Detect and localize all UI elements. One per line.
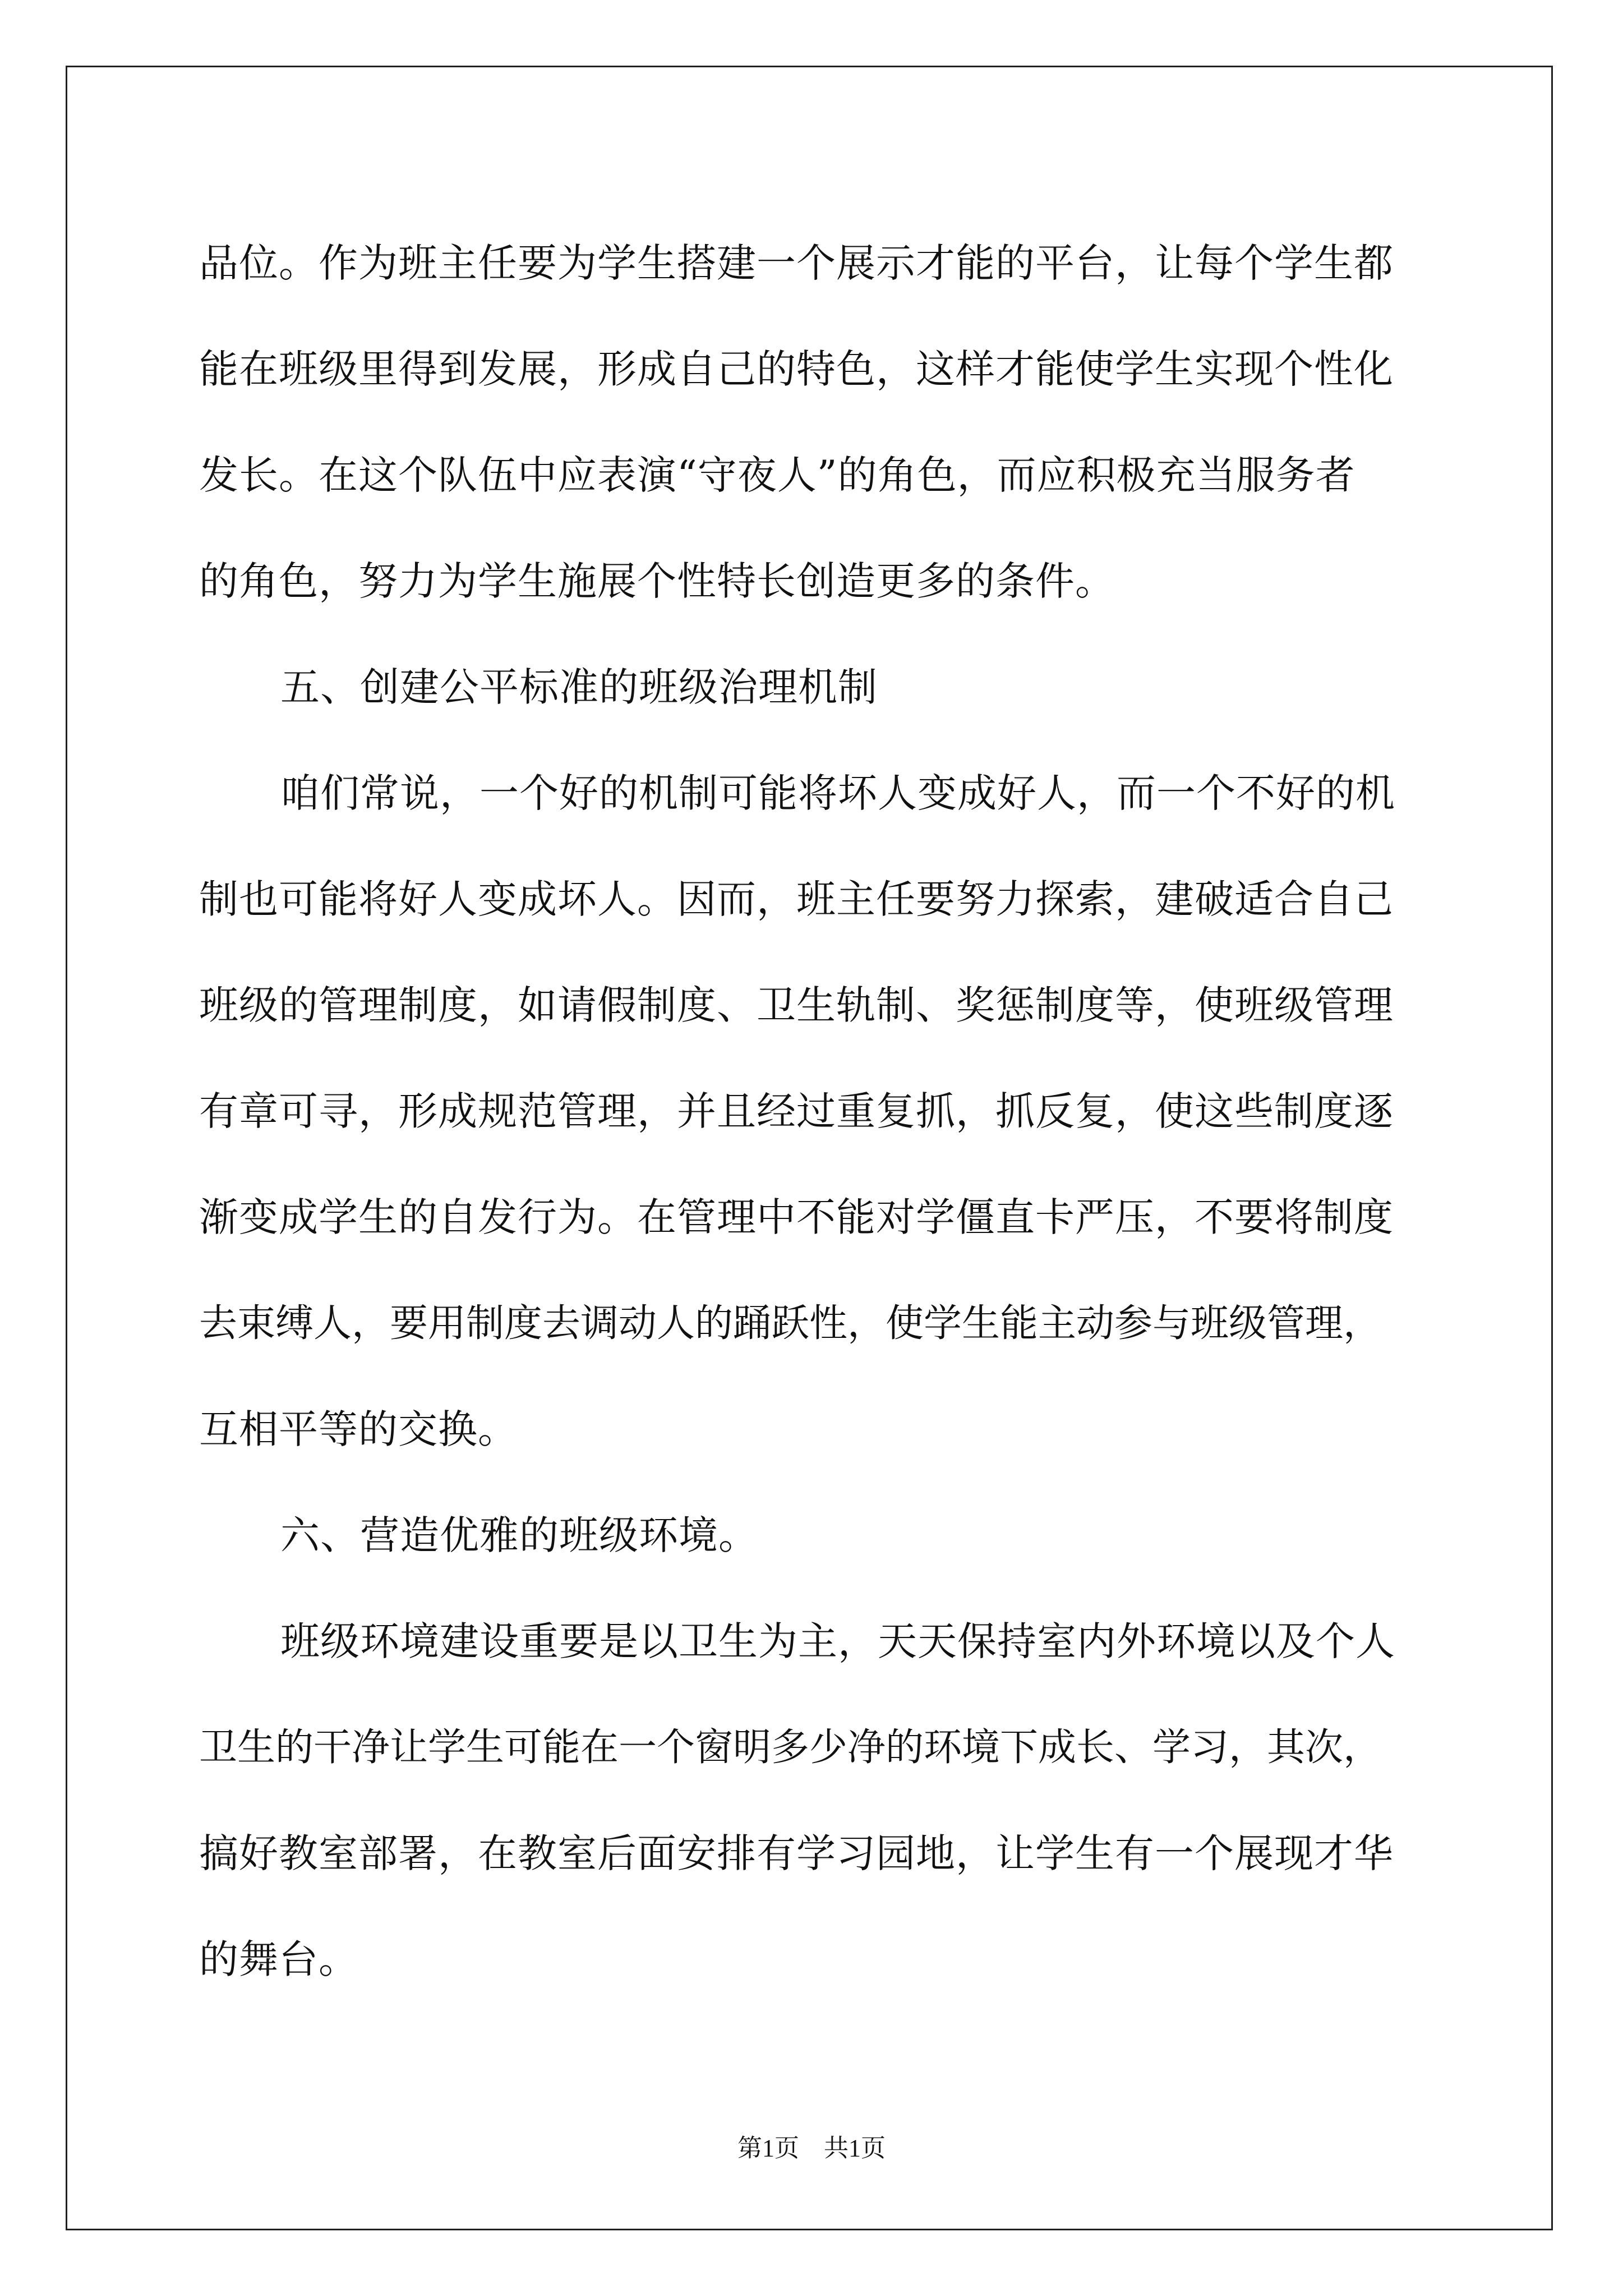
text-line: 去束缚人，要用制度去调动人的踊跃性，使学生能主动参与班级管理， — [199, 1301, 1382, 1346]
section-heading: 六、营造优雅的班级环境。 — [280, 1512, 758, 1558]
text-line: 咱们常说，一个好的机制可能将坏人变成好人，而一个不好的机 — [280, 770, 1395, 816]
text-line: 品位。作为班主任要为学生搭建一个展示才能的平台，让每个学生都 — [199, 240, 1394, 286]
text-line: 的舞台。 — [199, 1936, 358, 1982]
text-line: 互相平等的交换。 — [199, 1406, 518, 1452]
document-body — [199, 210, 1430, 2013]
page-number-footer: 第1页 共1页 — [737, 2134, 886, 2162]
text-line: 班级环境建设重要是以卫生为主，天天保持室内外环境以及个人 — [280, 1618, 1395, 1664]
text-line: 制也可能将好人变成坏人。因而，班主任要努力探索，建破适合自己 — [199, 876, 1394, 922]
text-line: 班级的管理制度，如请假制度、卫生轨制、奖惩制度等，使班级管理 — [199, 982, 1394, 1028]
text-line: 能在班级里得到发展，形成自己的特色，这样才能使学生实现个性化 — [199, 346, 1394, 392]
text-line: 渐变成学生的自发行为。在管理中不能对学僵直卡严压，不要将制度 — [199, 1194, 1394, 1240]
text-line: 发长。在这个队伍中应表演“守夜人”的角色，而应积极充当服务者 — [199, 452, 1355, 498]
section-heading: 五、创建公平标准的班级治理机制 — [280, 664, 878, 710]
text-line: 卫生的干净让学生可能在一个窗明多少净的环境下成长、学习，其次， — [199, 1726, 1382, 1770]
text-line: 有章可寻，形成规范管理，并且经过重复抓，抓反复，使这些制度逐 — [199, 1088, 1394, 1134]
text-line: 搞好教室部署，在教室后面安排有学习园地，让学生有一个展现才华 — [199, 1830, 1394, 1876]
text-line: 的角色，努力为学生施展个性特长创造更多的条件。 — [199, 558, 1115, 604]
